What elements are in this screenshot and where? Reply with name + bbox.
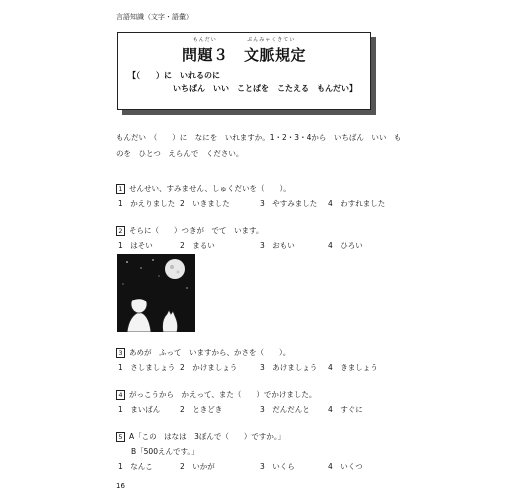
option[interactable]: 2 ときどき <box>180 405 223 414</box>
question-text: あめが ふって いますから、かさを（ ）。 <box>129 348 291 357</box>
option[interactable]: 3 おもい <box>260 241 295 250</box>
option[interactable]: 2 まるい <box>180 241 215 250</box>
question-number: 3 <box>116 348 125 358</box>
title-ruby-bunmyaku: ぶんみゃくきてい <box>247 37 296 43</box>
title-subtitle-line1: 【（ ）に いれるのに <box>128 71 220 80</box>
section-header: 言語知識（文字・語彙） <box>116 13 193 21</box>
title-subtitle-line2: いちばん いい ことばを こたえる もんだい】 <box>173 84 357 93</box>
options-4 <box>118 404 418 414</box>
question-1 <box>116 183 291 194</box>
night-moon-illustration <box>117 254 195 332</box>
option[interactable]: 4 ひろい <box>328 241 363 250</box>
instructions-line2: のを ひとつ えらんで ください。 <box>116 149 244 158</box>
option[interactable]: 4 いくつ <box>328 462 363 471</box>
option[interactable]: 4 すぐに <box>328 405 363 414</box>
option[interactable]: 1 まいばん <box>118 405 161 414</box>
question-5 <box>116 431 285 442</box>
option[interactable]: 3 いくら <box>260 462 295 471</box>
question-4 <box>116 389 316 400</box>
title-ruby <box>118 36 370 43</box>
question-number: 1 <box>116 184 125 194</box>
question-text: A「この はなは 3ぼんで（ ）ですか。」 <box>129 432 286 441</box>
options-5 <box>118 461 418 471</box>
title-ruby-mondai: もんだい <box>192 37 217 43</box>
question-number: 5 <box>116 432 125 442</box>
option[interactable]: 1 はそい <box>118 241 153 250</box>
option[interactable]: 4 わすれました <box>328 199 386 208</box>
option[interactable]: 4 きましょう <box>328 363 378 372</box>
page-number: 16 <box>116 482 125 490</box>
option[interactable]: 3 あけましょう <box>260 363 318 372</box>
options-1 <box>118 198 418 208</box>
question-text: がっこうから かえって、また（ ）でかけました。 <box>129 390 317 399</box>
question-number: 2 <box>116 226 125 236</box>
option[interactable]: 2 いかが <box>180 462 215 471</box>
option[interactable]: 3 だんだんと <box>260 405 310 414</box>
option[interactable]: 3 やすみました <box>260 199 318 208</box>
question-text: そらに（ ）つきが でて います。 <box>129 226 264 235</box>
question-5-line2: B「500えんです。」 <box>131 447 199 456</box>
question-3 <box>116 347 290 358</box>
question-text: せんせい、すみません、しゅくだいを（ ）。 <box>129 184 291 193</box>
page-title: 問題３ 文脈規定 <box>181 46 306 64</box>
title-box <box>117 32 371 110</box>
option[interactable]: 2 いきました <box>180 199 230 208</box>
question-number: 4 <box>116 390 125 400</box>
question-2 <box>116 225 263 236</box>
option[interactable]: 2 かけましょう <box>180 363 238 372</box>
options-2 <box>118 240 418 250</box>
instructions-line1: もんだい （ ）に なにを いれますか。1・2・3・4から いちばん いい も <box>116 133 402 142</box>
option[interactable]: 1 なんこ <box>118 462 153 471</box>
option[interactable]: 1 かえりました <box>118 199 176 208</box>
option[interactable]: 1 さしましょう <box>118 363 176 372</box>
options-3 <box>118 362 418 372</box>
